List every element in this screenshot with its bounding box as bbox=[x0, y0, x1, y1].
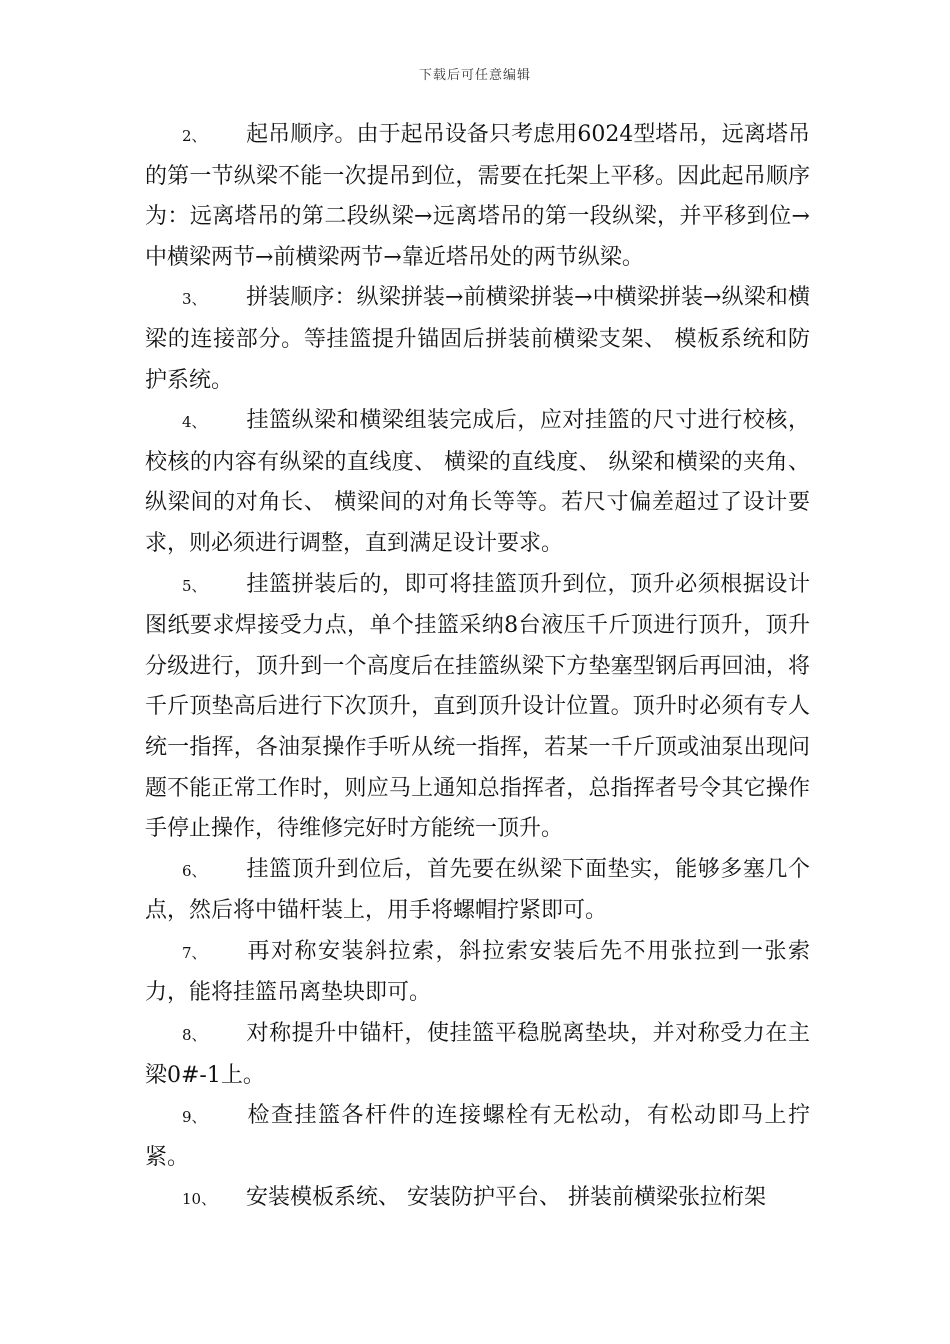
paragraph-text: 挂篮顶升到位后，首先要在纵梁下面垫实，能够多塞几个点，然后将中锚杆装上，用手将螺帽拧紧即可。 bbox=[145, 856, 810, 924]
paragraph-number: 8、 bbox=[182, 1026, 207, 1045]
paragraph-text: 起吊顺序。由于起吊设备只考虑用6024型塔吊，远离塔吊的第一节纵梁不能一次提吊到位，需要在托架上平移。因此起吊顺序为：远离塔吊的第二段纵梁→远离塔吊的第一段纵梁，并平移到位→中横梁两节→前横梁两节→靠近塔吊处的两节纵梁。 bbox=[145, 122, 810, 270]
paragraph-10 bbox=[145, 1178, 810, 1220]
paragraph-8 bbox=[145, 1014, 810, 1096]
paragraph-text: 安装模板系统、 安装防护平台、 拼装前横梁张拉桁架 bbox=[246, 1185, 766, 1211]
paragraph-text: 挂篮纵梁和横梁组装完成后，应对挂篮的尺寸进行校核， 校核的内容有纵梁的直线度、 横梁的直线度、 纵梁和横梁的夹角、 纵梁间的对角长、 横梁间的对角长等等。若尺寸偏差超过了设计要求，则必须进行调整，直到满足设计要求。 bbox=[145, 408, 810, 556]
paragraph-6 bbox=[145, 850, 810, 932]
paragraph-number: 5、 bbox=[182, 576, 207, 595]
paragraph-number: 3、 bbox=[182, 290, 207, 309]
paragraph-5 bbox=[145, 565, 810, 850]
paragraph-number: 10、 bbox=[182, 1190, 217, 1209]
paragraph-9 bbox=[145, 1096, 810, 1178]
paragraph-2 bbox=[145, 115, 810, 278]
paragraph-text: 拼装顺序：纵梁拼装→前横梁拼装→中横梁拼装→纵梁和横梁的连接部分。等挂篮提升锚固后拼装前横梁支架、 模板系统和防护系统。 bbox=[145, 285, 810, 393]
paragraph-number: 7、 bbox=[182, 943, 207, 962]
paragraph-text: 再对称安装斜拉索，斜拉索安装后先不用张拉到一张索力，能将挂篮吊离垫块即可。 bbox=[145, 938, 810, 1006]
document-body bbox=[145, 115, 810, 1220]
paragraph-number: 6、 bbox=[182, 861, 207, 880]
page-header: 下载后可任意编辑 bbox=[418, 68, 531, 83]
paragraph-3 bbox=[145, 278, 810, 401]
paragraph-7 bbox=[145, 932, 810, 1014]
paragraph-4 bbox=[145, 401, 810, 564]
paragraph-number: 4、 bbox=[182, 413, 207, 432]
paragraph-number: 9、 bbox=[182, 1108, 207, 1127]
paragraph-text: 对称提升中锚杆，使挂篮平稳脱离垫块，并对称受力在主梁0#-1上。 bbox=[145, 1021, 810, 1088]
paragraph-text: 挂篮拼装后的，即可将挂篮顶升到位，顶升必须根据设计图纸要求焊接受力点，单个挂篮采纳8台液压千斤顶进行顶升，顶升分级进行，顶升到一个高度后在挂篮纵梁下方垫塞型钢后再回油，将千斤顶垫高后进行下次顶升，直到顶升设计位置。顶升时必须有专人统一指挥，各油泵操作手听从统一指挥，若某一千斤顶或油泵出现问题不能正常工作时，则应马上通知总指挥者，总指挥者号令其它操作手停止操作，待维修完好时方能统一顶升。 bbox=[145, 571, 810, 842]
paragraph-number: 2、 bbox=[182, 127, 207, 145]
paragraph-text: 检查挂篮各杆件的连接螺栓有无松动，有松动即马上拧紧。 bbox=[145, 1103, 810, 1170]
